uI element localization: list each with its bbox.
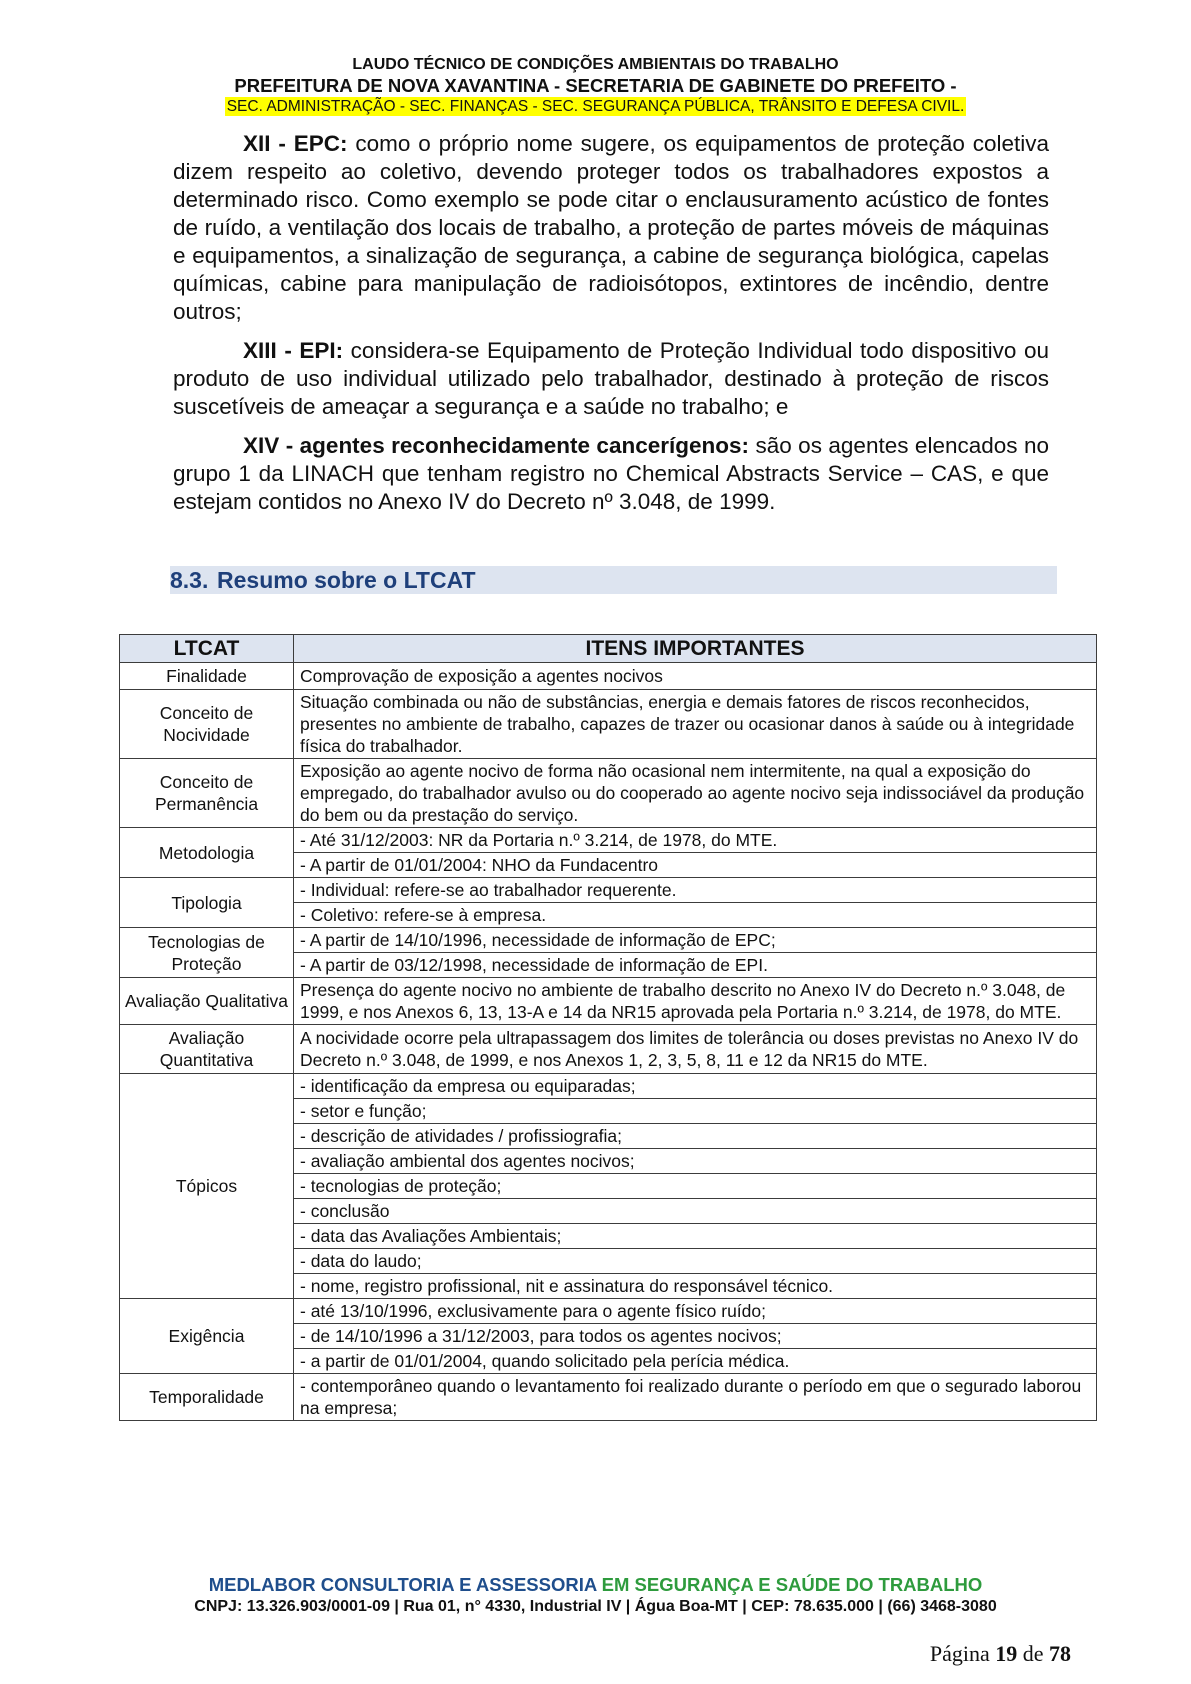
row-item: - identificação da empresa ou equiparadas; [294,1074,1097,1099]
row-item: - A partir de 01/01/2004: NHO da Fundacentro [294,853,1097,878]
column-header-items: ITENS IMPORTANTES [294,635,1097,663]
row-item: - data do laudo; [294,1249,1097,1274]
definition-paragraph [173,432,1049,516]
ltcat-summary-table [119,634,1097,1421]
row-label: Metodologia [120,828,294,878]
page-separator: de [1017,1641,1049,1666]
row-label: Conceito de Nocividade [120,690,294,759]
row-item: - setor e função; [294,1099,1097,1124]
table-row [120,1025,1097,1074]
table-row [120,663,1097,690]
footer-company-tagline: EM SEGURANÇA E SAÚDE DO TRABALHO [601,1574,983,1595]
table-row [120,690,1097,759]
definition-term: XIV - agentes reconhecidamente cancerígenos: [243,433,749,458]
row-item: Exposição ao agente nocivo de forma não ocasional nem intermitente, na qual a exposição do empregado, do trabalhador avulso ou do cooperado ao agente nocivo seja indissociável da produção do bem ou da prestação do serviço. [294,759,1097,828]
document-header [0,55,1191,116]
table-row [120,978,1097,1025]
row-label: Temporalidade [120,1374,294,1421]
table-row [120,759,1097,828]
row-label: Finalidade [120,663,294,690]
row-item: Comprovação de exposição a agentes nocivos [294,663,1097,690]
page-number [930,1641,1071,1667]
definitions-block [173,130,1049,527]
definition-text: são os agentes elencados no grupo 1 da LINACH que tenham registro no Chemical Abstracts Service – CAS, e que estejam contidos no Anexo IV do Decreto nº 3.048, de 1999. [173,433,1049,514]
column-header-ltcat: LTCAT [120,635,294,663]
document-footer [0,1574,1191,1618]
table-row [120,1299,1097,1324]
row-label: Conceito de Permanência [120,759,294,828]
table-row [120,1374,1097,1421]
definition-term: XII - EPC: [243,131,348,156]
table-row [120,1074,1097,1099]
row-item: - de 14/10/1996 a 31/12/2003, para todos os agentes nocivos; [294,1324,1097,1349]
row-item: - tecnologias de proteção; [294,1174,1097,1199]
row-label: Tipologia [120,878,294,928]
row-label: Tecnologias de Proteção [120,928,294,978]
header-title: LAUDO TÉCNICO DE CONDIÇÕES AMBIENTAIS DO TRABALHO [352,56,839,73]
row-label: Tópicos [120,1074,294,1299]
table-header-row [120,635,1097,663]
row-item: Situação combinada ou não de substâncias, energia e demais fatores de riscos reconhecidos, presentes no ambiente de trabalho, capazes de trazer ou ocasionar danos à saúde ou à integridade física do trabalhador. [294,690,1097,759]
row-item: Presença do agente nocivo no ambiente de trabalho descrito no Anexo IV do Decreto n.º 3.048, de 1999, e nos Anexos 6, 13, 13-A e 14 da NR15 aprovada pela Portaria n.º 3.214, de 1978, do MTE. [294,978,1097,1025]
row-item: - data das Avaliações Ambientais; [294,1224,1097,1249]
header-departments-highlight: SEC. ADMINISTRAÇÃO - SEC. FINANÇAS - SEC. SEGURANÇA PÚBLICA, TRÂNSITO E DEFESA CIVIL. [226,98,965,115]
row-item: A nocividade ocorre pela ultrapassagem dos limites de tolerância ou doses previstas no Anexo IV do Decreto n.º 3.048, de 1999, e nos Anexos 1, 2, 3, 5, 8, 11 e 12 da NR15 do MTE. [294,1025,1097,1074]
row-item: - nome, registro profissional, nit e assinatura do responsável técnico. [294,1274,1097,1299]
row-label: Avaliação Qualitativa [120,978,294,1025]
row-item: - descrição de atividades / profissiografia; [294,1124,1097,1149]
row-item: - A partir de 14/10/1996, necessidade de informação de EPC; [294,928,1097,953]
row-label: Exigência [120,1299,294,1374]
footer-company [0,1574,1191,1596]
row-item: - Individual: refere-se ao trabalhador requerente. [294,878,1097,903]
definition-paragraph [173,337,1049,421]
definition-paragraph [173,130,1049,326]
row-item: - até 13/10/1996, exclusivamente para o agente físico ruído; [294,1299,1097,1324]
table-row [120,928,1097,953]
table-row [120,828,1097,853]
row-item: - A partir de 03/12/1998, necessidade de informação de EPI. [294,953,1097,978]
row-item: - avaliação ambiental dos agentes nocivos; [294,1149,1097,1174]
section-heading [170,566,1057,594]
definition-text: como o próprio nome sugere, os equipamentos de proteção coletiva dizem respeito ao coletivo, devendo proteger todos os trabalhadores expostos a determinado risco. Como exemplo se pode citar o enclausuramento acústico de fontes de ruído, a ventilação dos locais de trabalho, a proteção de partes móveis de máquinas e equipamentos, a sinalização de segurança, a cabine de segurança biológica, capelas químicas, cabine para manipulação de radioisótopos, extintores de incêndio, dentre outros; [173,131,1049,324]
row-item: - contemporâneo quando o levantamento foi realizado durante o período em que o segurado laborou na empresa; [294,1374,1097,1421]
footer-contact: CNPJ: 13.326.903/0001-09 | Rua 01, n° 4330, Industrial IV | Água Boa-MT | CEP: 78.635.000 | (66) 3468-3080 [194,1598,997,1615]
page-total: 78 [1049,1641,1071,1666]
row-item: - Coletivo: refere-se à empresa. [294,903,1097,928]
footer-company-name: MEDLABOR CONSULTORIA E ASSESSORIA [208,1574,602,1595]
row-label: Avaliação Quantitativa [120,1025,294,1074]
row-item: - conclusão [294,1199,1097,1224]
definition-term: XIII - EPI: [243,338,344,363]
section-number: 8.3. [170,567,209,593]
section-title: Resumo sobre o LTCAT [217,567,476,593]
page-current: 19 [995,1641,1018,1666]
table-row [120,878,1097,903]
page-prefix: Página [929,1641,996,1666]
definition-text: considera-se Equipamento de Proteção Individual todo dispositivo ou produto de uso individual utilizado pelo trabalhador, destinado à proteção de riscos suscetíveis de ameaçar a segurança e a saúde no trabalho; e [173,338,1049,419]
row-item: - a partir de 01/01/2004, quando solicitado pela perícia médica. [294,1349,1097,1374]
table-body [120,663,1097,1421]
header-organization: PREFEITURA DE NOVA XAVANTINA - SECRETARIA DE GABINETE DO PREFEITO - [234,75,957,96]
row-item: - Até 31/12/2003: NR da Portaria n.º 3.214, de 1978, do MTE. [294,828,1097,853]
